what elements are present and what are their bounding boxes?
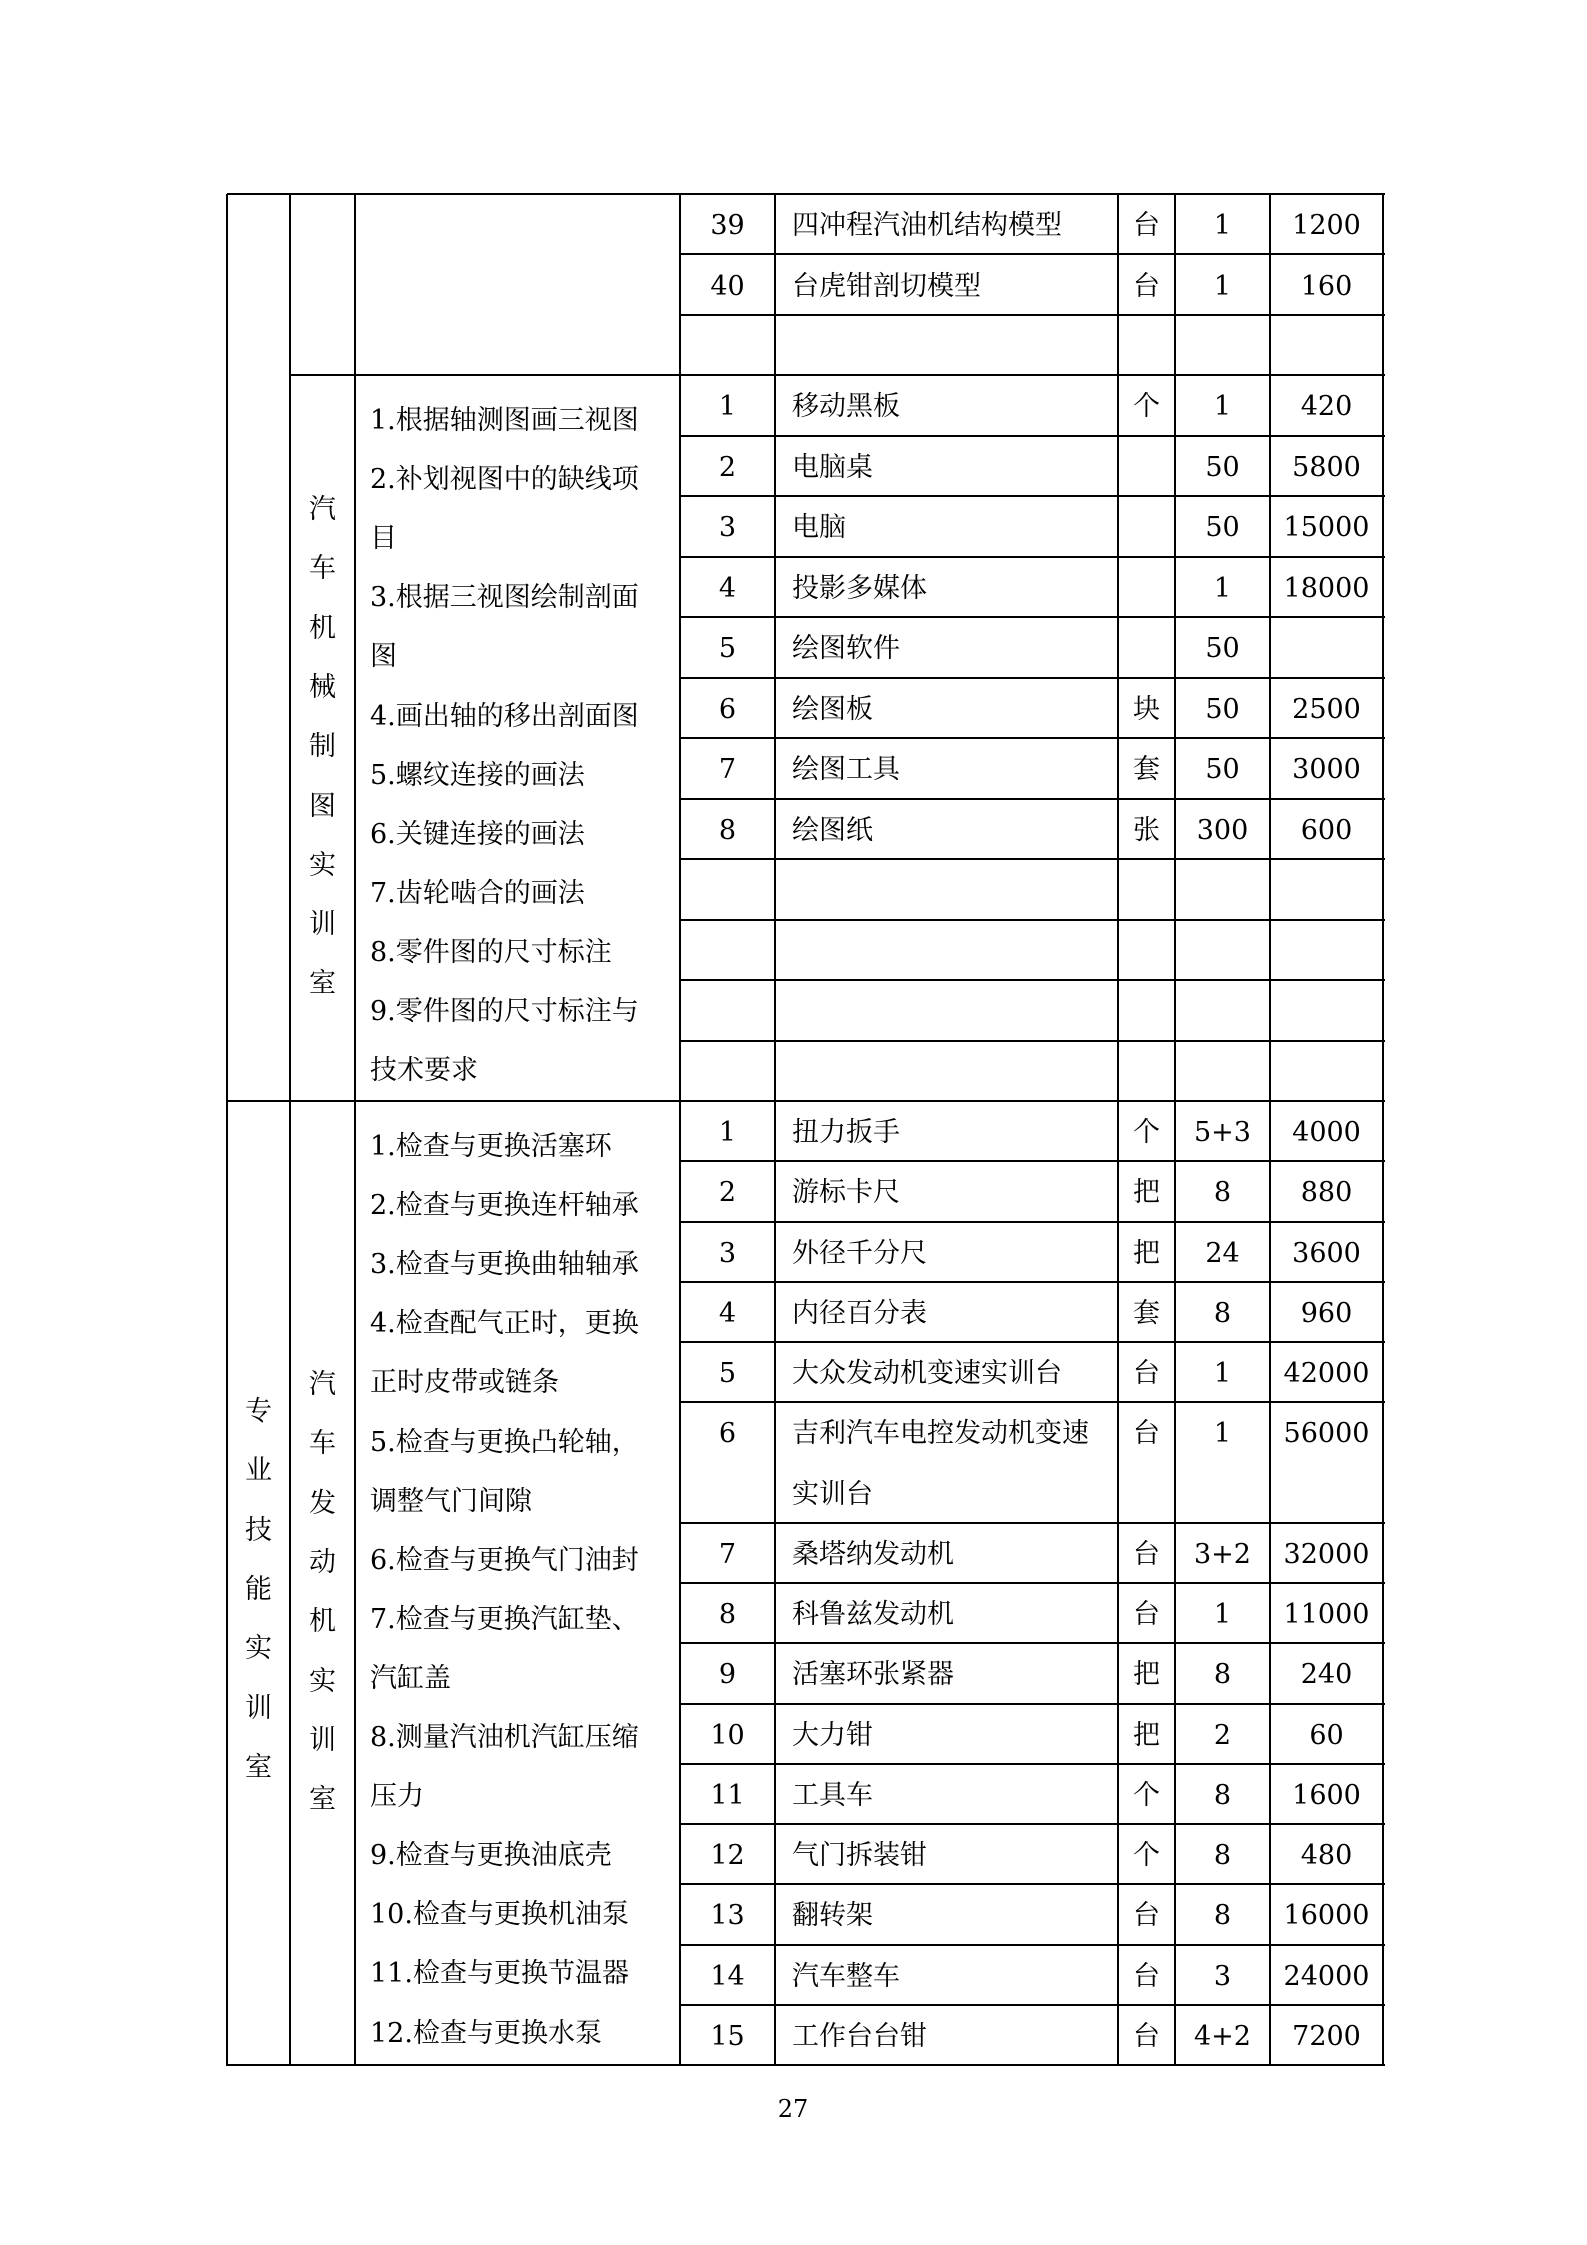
task-item: 7.齿轮啮合的画法 — [370, 877, 585, 909]
vertical-char: 室 — [309, 968, 336, 1000]
column-rule — [1174, 194, 1176, 2066]
row-rule — [680, 1883, 1385, 1885]
quantity: 2 — [1213, 1719, 1232, 1751]
row-number: 11 — [710, 1779, 745, 1811]
task-item: 8.测量汽油机汽缸压缩 — [370, 1722, 639, 1753]
column-rule — [289, 194, 291, 2066]
row-number: 7 — [718, 1538, 737, 1570]
quantity: 3+2 — [1194, 1538, 1251, 1570]
column-rule — [1117, 194, 1119, 2066]
row-number: 1 — [718, 1117, 737, 1149]
row-number: 5 — [718, 633, 737, 665]
equipment-name: 扭力扳手 — [792, 1117, 900, 1149]
unit: 套 — [1133, 1297, 1160, 1329]
row-number: 13 — [710, 1900, 745, 1932]
row-number: 6 — [718, 1418, 737, 1450]
vertical-char: 发 — [309, 1487, 336, 1519]
vertical-char: 械 — [309, 671, 336, 703]
quantity: 8 — [1213, 1840, 1232, 1872]
price: 7200 — [1292, 2020, 1361, 2052]
row-rule — [680, 1221, 1385, 1223]
unit: 个 — [1133, 1840, 1160, 1872]
unit: 个 — [1133, 1779, 1160, 1811]
task-item: 10.检查与更换机油泵 — [370, 1899, 629, 1931]
equipment-name: 桑塔纳发动机 — [792, 1538, 954, 1570]
row-rule — [680, 1944, 1385, 1946]
row-rule — [227, 2064, 1385, 2066]
row-rule — [227, 1100, 1385, 1102]
equipment-name: 电脑桌 — [792, 451, 873, 483]
column-rule — [1269, 194, 1271, 2066]
equipment-name: 绘图板 — [792, 693, 873, 725]
equipment-name: 游标卡尺 — [792, 1177, 900, 1209]
column-rule — [1382, 194, 1384, 2066]
row-rule — [680, 798, 1385, 800]
price: 16000 — [1283, 1900, 1370, 1932]
row-rule — [680, 1703, 1385, 1705]
quantity: 300 — [1196, 814, 1249, 846]
row-number: 7 — [718, 754, 737, 786]
task-item: 9.零件图的尺寸标注与 — [370, 996, 639, 1027]
task-item: 9.检查与更换油底壳 — [370, 1840, 612, 1872]
row-number: 12 — [710, 1840, 745, 1872]
vertical-char: 车 — [309, 1428, 336, 1460]
column-rule — [679, 194, 681, 2066]
unit: 个 — [1133, 391, 1160, 423]
row-rule — [680, 1823, 1385, 1825]
row-number: 40 — [710, 270, 745, 302]
row-rule — [680, 858, 1385, 860]
row-number: 39 — [710, 210, 745, 242]
row-rule — [680, 556, 1385, 558]
vertical-char: 实 — [309, 1665, 336, 1697]
quantity: 1 — [1213, 1418, 1232, 1450]
task-item: 3.检查与更换曲轴轴承 — [370, 1249, 639, 1281]
price: 2500 — [1292, 693, 1361, 725]
task-item: 1.检查与更换活塞环 — [370, 1131, 612, 1162]
unit: 台 — [1133, 1960, 1160, 1992]
unit: 台 — [1133, 270, 1160, 302]
row-number: 5 — [718, 1358, 737, 1390]
row-number: 15 — [710, 2020, 745, 2052]
equipment-name: 四冲程汽油机结构模型 — [792, 210, 1062, 242]
price: 5800 — [1292, 451, 1361, 483]
unit: 块 — [1133, 693, 1160, 725]
row-number: 14 — [710, 1960, 745, 1992]
price: 15000 — [1283, 512, 1370, 544]
price: 960 — [1300, 1297, 1353, 1329]
vertical-char: 车 — [309, 553, 336, 585]
vertical-char: 实 — [245, 1633, 272, 1665]
quantity: 50 — [1205, 633, 1240, 665]
vertical-char: 室 — [309, 1784, 336, 1816]
vertical-char: 训 — [245, 1692, 272, 1724]
price: 56000 — [1283, 1418, 1370, 1450]
quantity: 50 — [1205, 451, 1240, 483]
vertical-char: 技 — [245, 1514, 272, 1546]
row-rule — [680, 1281, 1385, 1283]
task-item: 图 — [370, 641, 397, 673]
row-rule — [227, 193, 1385, 195]
vertical-char: 汽 — [309, 1369, 336, 1400]
unit: 个 — [1133, 1117, 1160, 1149]
price: 420 — [1300, 391, 1353, 423]
row-number: 4 — [718, 1297, 737, 1329]
price: 240 — [1300, 1659, 1353, 1691]
equipment-name: 工具车 — [792, 1779, 873, 1811]
quantity: 1 — [1213, 572, 1232, 604]
equipment-name: 科鲁兹发动机 — [792, 1599, 954, 1631]
column-rule — [354, 194, 356, 2066]
equipment-name: 移动黑板 — [792, 391, 900, 423]
unit: 台 — [1133, 1418, 1160, 1450]
price: 11000 — [1283, 1599, 1370, 1631]
equipment-name: 投影多媒体 — [792, 572, 927, 604]
row-number: 8 — [718, 1599, 737, 1631]
row-rule — [680, 677, 1385, 679]
unit: 把 — [1133, 1237, 1160, 1269]
vertical-char: 图 — [309, 790, 336, 822]
task-item: 调整气门间隙 — [370, 1485, 532, 1517]
price: 480 — [1300, 1840, 1353, 1872]
equipment-name: 绘图软件 — [792, 633, 900, 665]
task-item: 正时皮带或链条 — [370, 1367, 559, 1399]
unit: 台 — [1133, 1358, 1160, 1390]
row-rule — [680, 1642, 1385, 1644]
page-number: 27 — [777, 2095, 809, 2123]
vertical-char: 训 — [309, 909, 336, 941]
row-rule — [680, 314, 1385, 316]
equipment-name: 汽车整车 — [792, 1960, 900, 1992]
row-number: 3 — [718, 512, 737, 544]
quantity: 8 — [1213, 1900, 1232, 1932]
task-item: 5.检查与更换凸轮轴， — [370, 1426, 639, 1458]
quantity: 8 — [1213, 1779, 1232, 1811]
row-rule — [680, 253, 1385, 255]
row-number: 9 — [718, 1659, 737, 1691]
row-number: 1 — [718, 391, 737, 423]
task-item: 4.检查配气正时，更换 — [370, 1308, 639, 1340]
task-item: 8.零件图的尺寸标注 — [370, 936, 612, 968]
row-rule — [680, 435, 1385, 437]
row-number: 6 — [718, 693, 737, 725]
task-item: 5.螺纹连接的画法 — [370, 759, 585, 791]
equipment-name: 大力钳 — [792, 1719, 873, 1751]
equipment-name: 翻转架 — [792, 1900, 873, 1932]
unit: 台 — [1133, 2020, 1160, 2052]
row-rule — [680, 1160, 1385, 1162]
equipment-name: 电脑 — [792, 512, 846, 544]
equipment-name: 绘图纸 — [792, 814, 873, 846]
equipment-name: 气门拆装钳 — [792, 1840, 927, 1872]
task-item: 7.检查与更换汽缸垫、 — [370, 1603, 639, 1635]
quantity: 3 — [1213, 1960, 1232, 1992]
vertical-char: 训 — [309, 1724, 336, 1756]
row-number: 4 — [718, 572, 737, 604]
row-rule — [680, 979, 1385, 981]
unit: 台 — [1133, 1599, 1160, 1631]
task-item: 压力 — [370, 1781, 424, 1813]
task-item: 目 — [370, 523, 397, 555]
price: 160 — [1300, 270, 1353, 302]
quantity: 1 — [1213, 1358, 1232, 1390]
equipment-name: 内径百分表 — [792, 1297, 927, 1329]
row-rule — [680, 737, 1385, 739]
vertical-char: 汽 — [309, 494, 336, 525]
row-number: 2 — [718, 1177, 737, 1209]
price: 3600 — [1292, 1237, 1361, 1269]
equipment-name: 工作台台钳 — [792, 2020, 927, 2052]
quantity: 8 — [1213, 1177, 1232, 1209]
task-item: 12.检查与更换水泵 — [370, 2017, 602, 2049]
row-number: 2 — [718, 451, 737, 483]
task-item: 2.补划视图中的缺线项 — [370, 464, 639, 496]
price: 1200 — [1292, 210, 1361, 242]
task-item: 4.画出轴的移出剖面图 — [370, 700, 639, 732]
vertical-char: 能 — [245, 1573, 272, 1605]
quantity: 50 — [1205, 754, 1240, 786]
task-item: 汽缸盖 — [370, 1662, 451, 1694]
quantity: 50 — [1205, 512, 1240, 544]
task-item: 6.关键连接的画法 — [370, 818, 585, 850]
row-rule — [680, 1763, 1385, 1765]
equipment-name: 大众发动机变速实训台 — [792, 1358, 1062, 1390]
row-rule — [290, 374, 1385, 376]
vertical-char: 动 — [309, 1546, 336, 1578]
quantity: 24 — [1205, 1237, 1240, 1269]
equipment-name: 外径千分尺 — [792, 1237, 927, 1269]
task-item: 11.检查与更换节温器 — [370, 1958, 629, 1990]
task-item: 2.检查与更换连杆轴承 — [370, 1190, 639, 1222]
equipment-name-cont: 实训台 — [792, 1478, 873, 1510]
price: 24000 — [1283, 1960, 1370, 1992]
price: 4000 — [1292, 1117, 1361, 1149]
equipment-name: 绘图工具 — [792, 754, 900, 786]
vertical-char: 制 — [309, 731, 336, 763]
price: 42000 — [1283, 1358, 1370, 1390]
column-rule — [774, 194, 776, 2066]
price: 32000 — [1283, 1538, 1370, 1570]
row-rule — [680, 1341, 1385, 1343]
quantity: 50 — [1205, 693, 1240, 725]
quantity: 1 — [1213, 391, 1232, 423]
price: 1600 — [1292, 1779, 1361, 1811]
vertical-char: 室 — [245, 1751, 272, 1783]
row-rule — [680, 2004, 1385, 2006]
row-rule — [680, 1582, 1385, 1584]
row-rule — [680, 1401, 1385, 1403]
unit: 把 — [1133, 1659, 1160, 1691]
row-rule — [680, 919, 1385, 921]
quantity: 8 — [1213, 1659, 1232, 1691]
unit: 台 — [1133, 1538, 1160, 1570]
row-number: 8 — [718, 814, 737, 846]
vertical-char: 机 — [309, 1606, 336, 1638]
row-number: 3 — [718, 1237, 737, 1269]
unit: 把 — [1133, 1177, 1160, 1209]
unit: 张 — [1133, 814, 1160, 846]
row-rule — [680, 1040, 1385, 1042]
price: 600 — [1300, 814, 1353, 846]
quantity: 5+3 — [1194, 1117, 1251, 1149]
task-item: 3.根据三视图绘制剖面 — [370, 582, 639, 614]
price: 880 — [1300, 1177, 1353, 1209]
equipment-name: 活塞环张紧器 — [792, 1659, 954, 1691]
unit: 把 — [1133, 1719, 1160, 1751]
vertical-char: 业 — [245, 1455, 272, 1487]
row-number: 10 — [710, 1719, 745, 1751]
task-item: 6.检查与更换气门油封 — [370, 1544, 639, 1576]
quantity: 1 — [1213, 210, 1232, 242]
equipment-name: 吉利汽车电控发动机变速 — [792, 1418, 1089, 1450]
equipment-name: 台虎钳剖切模型 — [792, 270, 981, 302]
unit: 台 — [1133, 1900, 1160, 1932]
task-item: 1.根据轴测图画三视图 — [370, 405, 639, 436]
price: 60 — [1309, 1719, 1344, 1751]
quantity: 1 — [1213, 270, 1232, 302]
unit: 台 — [1133, 210, 1160, 242]
vertical-char: 机 — [309, 612, 336, 644]
row-rule — [680, 1522, 1385, 1524]
price: 18000 — [1283, 572, 1370, 604]
vertical-char: 专 — [245, 1396, 272, 1427]
row-rule — [680, 616, 1385, 618]
price: 3000 — [1292, 754, 1361, 786]
quantity: 4+2 — [1194, 2020, 1251, 2052]
quantity: 8 — [1213, 1297, 1232, 1329]
vertical-char: 实 — [309, 849, 336, 881]
task-item: 技术要求 — [370, 1055, 478, 1087]
row-rule — [680, 495, 1385, 497]
unit: 套 — [1133, 754, 1160, 786]
column-rule — [226, 194, 228, 2066]
quantity: 1 — [1213, 1599, 1232, 1631]
